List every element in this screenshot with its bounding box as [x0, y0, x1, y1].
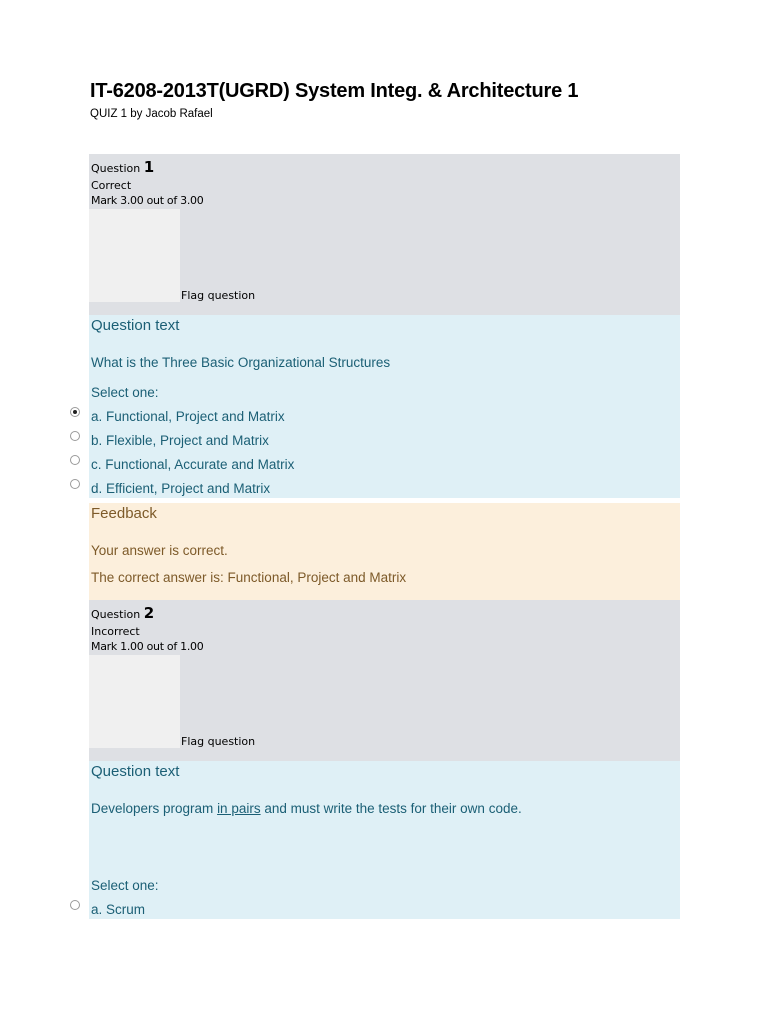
radio-cell — [66, 452, 89, 470]
flag-question-link[interactable]: Flag question — [181, 289, 256, 302]
answer-option-a[interactable]: a. Functional, Project and Matrix — [91, 409, 285, 424]
radio-cell — [66, 476, 89, 494]
question-2-info — [89, 600, 680, 761]
question-state: Correct — [91, 179, 132, 192]
question-1-info — [89, 154, 680, 315]
answer-option-b[interactable]: b. Flexible, Project and Matrix — [91, 433, 269, 448]
radio-option-d[interactable] — [70, 479, 80, 489]
radio-option-b[interactable] — [70, 431, 80, 441]
question-grade: Mark 1.00 out of 1.00 — [91, 640, 204, 653]
radio-cell — [66, 428, 89, 446]
flag-icon-placeholder[interactable] — [89, 209, 180, 302]
question-prompt: Developers program in pairs and must write the tests for their own code. — [91, 801, 522, 816]
flag-icon-placeholder[interactable] — [89, 655, 180, 748]
answer-option-a[interactable]: a. Scrum — [91, 902, 146, 917]
question-text-heading: Question text — [91, 763, 180, 780]
question-state: Incorrect — [91, 625, 140, 638]
answer-option-c[interactable]: c. Functional, Accurate and Matrix — [91, 457, 295, 472]
select-one-label: Select one: — [91, 878, 159, 893]
question-1-content — [89, 315, 680, 498]
feedback-heading: Feedback — [91, 505, 157, 522]
feedback-panel — [89, 503, 680, 600]
feedback-result: Your answer is correct. — [91, 543, 228, 558]
page-title: IT-6208-2013T(UGRD) System Integ. & Architecture 1 — [90, 80, 579, 102]
page-subtitle: QUIZ 1 by Jacob Rafael — [90, 108, 213, 120]
select-one-label: Select one: — [91, 385, 159, 400]
underlined-term: in pairs — [217, 801, 261, 816]
question-text-heading: Question text — [91, 317, 180, 334]
radio-option-a[interactable] — [70, 407, 80, 417]
flag-question-link[interactable]: Flag question — [181, 735, 256, 748]
question-2-content — [89, 761, 680, 919]
radio-option-a[interactable] — [70, 900, 80, 910]
radio-option-c[interactable] — [70, 455, 80, 465]
radio-cell — [66, 897, 89, 915]
question-prompt: What is the Three Basic Organizational Structures — [91, 355, 391, 370]
question-number: Question 2 — [91, 604, 155, 622]
answer-option-d[interactable]: d. Efficient, Project and Matrix — [91, 481, 271, 496]
question-grade: Mark 3.00 out of 3.00 — [91, 194, 204, 207]
radio-cell — [66, 404, 89, 422]
feedback-correct-answer: The correct answer is: Functional, Project and Matrix — [91, 570, 407, 585]
question-number: Question 1 — [91, 158, 155, 176]
